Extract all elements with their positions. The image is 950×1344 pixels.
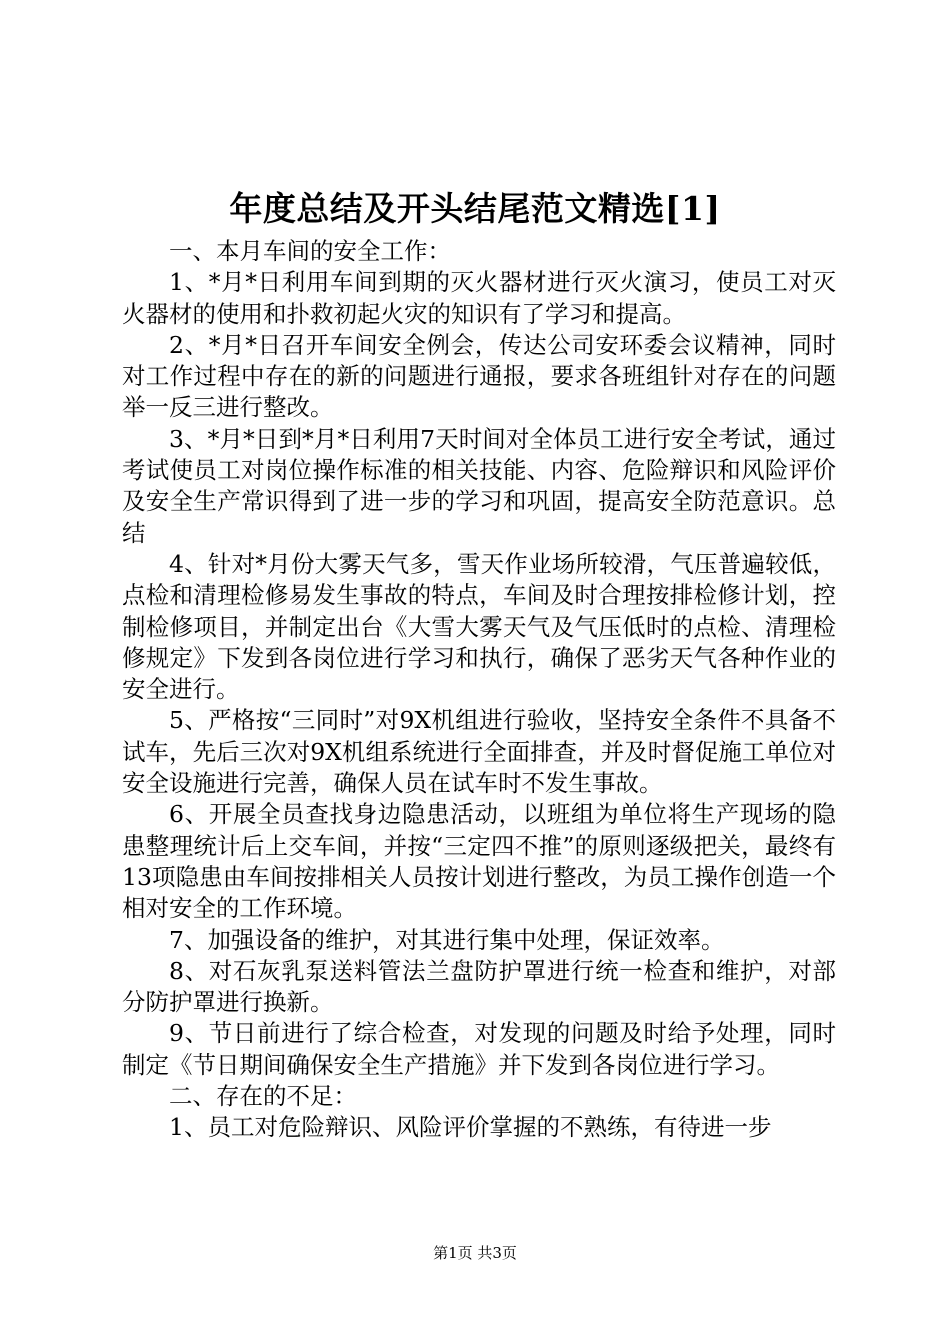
section-heading-1: 一、本月车间的安全工作： [169,237,451,265]
document-title: 年度总结及开头结尾范文精选[1] [229,189,721,228]
paragraph-item-5: 5、严格按“三同时”对9X机组进行验收，坚持安全条件不具备不试车，先后三次对9X机组系统进行全面排查，并及时督促施工单位对安全设施进行完善，确保人员在试车时不发生事故。 [122,706,836,798]
document-body [122,236,836,1144]
paragraph-item-9: 9、节日前进行了综合检查，对发现的问题及时给予处理，同时制定《节日期间确保安全生产措施》并下发到各岗位进行学习。 [122,1019,836,1079]
section-heading-2: 二、存在的不足： [169,1082,357,1111]
paragraph-item-3: 3、*月*日到*月*日利用7天时间对全体员工进行安全考试，通过考试使员工对岗位操作标准的相关技能、内容、危险辩识和风险评价及安全生产常识得到了进一步的学习和巩固，提高安全防范意识。总结 [122,424,836,547]
paragraph-item-8: 8、对石灰乳泵送料管法兰盘防护罩进行统一检查和维护，对部分防护罩进行换新。 [122,956,836,1017]
page-footer: 第1页 共3页 [433,1244,517,1262]
paragraph-item-1: 1、*月*日利用车间到期的灭火器材进行灭火演习，使员工对灭火器材的使用和扑救初起火灾的知识有了学习和提高。 [122,268,836,328]
paragraph-item-7: 7、加强设备的维护，对其进行集中处理，保证效率。 [169,925,725,954]
paragraph-item-4: 4、针对*月份大雾天气多，雪天作业场所较滑，气压普遍较低，点检和清理检修易发生事故的特点，车间及时合理按排检修计划，控制检修项目，并制定出台《大雪大雾天气及气压低时的点检、清理检修规定》下发到各岗位进行学习和执行，确保了恶劣天气各种作业的安全进行。 [122,549,836,704]
paragraph-item-6: 6、开展全员查找身边隐患活动，以班组为单位将生产现场的隐患整理统计后上交车间，并按“三定四不推”的原则逐级把关，最终有13项隐患由车间按排相关人员按计划进行整改，为员工操作创造一个相对安全的工作环境。 [122,800,836,923]
paragraph-item-2: 2、*月*日召开车间安全例会，传达公司安环委会议精神，同时对工作过程中存在的新的问题进行通报，要求各班组针对存在的问题举一反三进行整改。 [122,330,836,422]
paragraph-deficiency-1: 1、员工对危险辩识、风险评价掌握的不熟练，有待进一步 [169,1113,772,1142]
